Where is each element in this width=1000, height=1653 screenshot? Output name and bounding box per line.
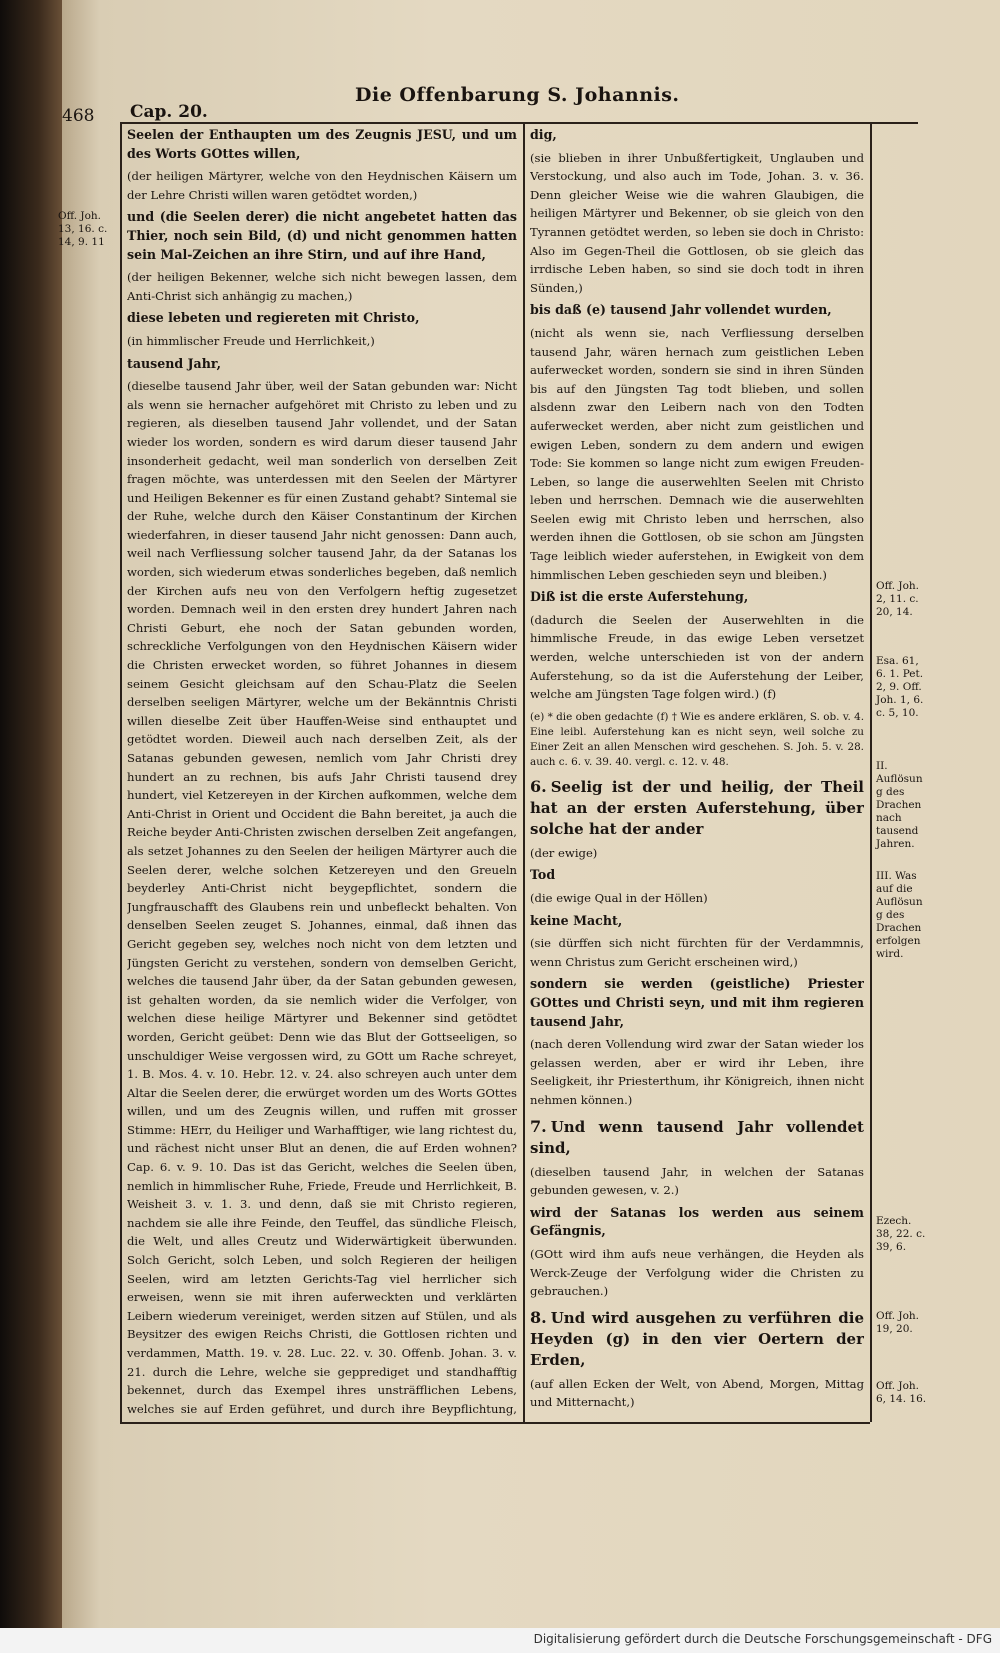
scripture-text: sondern sie werden (geistliche) Priester GOttes und Christi seyn, und mit ihm regieren tausend Jahr, bbox=[530, 976, 864, 1029]
commentary-text: (in himmlischer Freude und Herrlichkeit,) bbox=[127, 333, 375, 348]
right-margin-note: III. Was auf die Auflösung des Drachen erfolgen wird. bbox=[876, 870, 923, 960]
right-margin-note: Off. Joh. 19, 20. bbox=[876, 1310, 919, 1335]
scripture-text: und (die Seelen derer) die nicht angebetet hatten das Thier, noch sein Bild, (d) und nicht genommen hatten sein Mal-Zeichen an ihre Stirn, und auf ihre Hand, bbox=[127, 209, 517, 262]
frame-bottom-rule bbox=[120, 1422, 870, 1424]
right-text-column bbox=[530, 126, 864, 1418]
scripture-text bbox=[530, 1416, 864, 1418]
scripture-text: Tod bbox=[530, 867, 556, 883]
commentary-text: (dieselbe tausend Jahr über, weil der Satan gebunden war: Nicht als wenn sie hernacher aufgehöret mit Christo zu leben und zu regieren, als dieselben tausend Jahr vollendet, und der Satan wieder los worden, sondern es wird darum dieser tausend Jahr insonderheit gedacht, weil man sonderlich von derselben Zeit fragen möchte, was unterdessen mit den Seelen der Märtyrer und Heiligen Bekenner es für einen Zustand gehabt? Sintemal sie der Ruhe, welche durch den Käiser Constantinum der Kirchen wiederfahren, in dieser tausend Jahr nicht genossen: Dann auch, weil nach Verfliessung solcher tausend Jahr, da der Satanas los worden, sich wiederum etwas sonderliches begeben, daß nemlich der Kirchen aufs neu von den Verfolgern heftig zugesetzet worden. Demnach weil in den ersten drey hundert Jahren nach Christi Geburt, ehe noch der Satan gebunden worden, schreckliche Verfolgungen von den Heydnischen Käisern wider die Christen erwecket worden, so führet Johannes in diesem seinem Gesicht gleichsam auf den Schau-Platz die Seelen derselben seeligen Märtyrer, welche um der Bekänntnis Christi willen dieselbe Zeit über Hauffen-Weise sind enthauptet und getödtet worden. Dieweil auch nach derselben Zeit, als der Satanas gebunden gewesen, nemlich vom Jahr Christi drey hundert an zu rechnen, bis aufs Jahr Christi tausend drey hundert, viel Ketzereyen in der Kirchen aufkommen, welche dem Anti-Christ in Orient und Occident die Bahn bereitet, ja auch die Reiche beyder Anti-Christen zwischen derselben Zeit angefangen, als setzet Johannes zu den Seelen der heiligen Märtyrer auch die Seelen derer, welche solchen Ketzereyen und den Greueln beyderley Anti-Christ nicht beygepflichtet, sondern die Jungfrauschafft des Glaubens rein und unbefleckt behalten. Von denselben Seelen zeuget S. Johannes, einmal, daß ihnen das Gericht gegeben sey, welches noch nicht von dem letzten und Jüngsten Gericht zu verstehen, sondern von demselben Gericht, welches die tausend Jahr über, da der Satan gebunden gewesen, ist gehalten worden, da sie nemlich wider die Verfolger, von welchen diese heilige Märtyrer und Bekenner sind getödtet worden, Gericht geübet: Denn wie das Blut der Gottseeligen, so unschuldiger Weise vergossen wird, zu GOtt um Rache schreyet, 1. B. Mos. 4. v. 10. Hebr. 12. v. 24. also schreyen auch unter dem Altar die Seelen derer, die erwürget worden um des Worts GOttes willen, und um des Zeugnis willen, und ruffen mit grosser Stimme: HErr, du Heiliger und Warhafftiger, wie lang richtest du, und rächest nicht unser Blut an denen, die auf Erden wohnen? Cap. 6. v. 9. 10. Das ist das Gericht, welches die Seelen üben, nemlich in himmlischer Ruhe, Friede, Freude und Herrlichkeit, B. Weisheit 3. v. 1. 3. und denn, daß sie mit Christo regieren, nachdem sie alle ihre Feinde, den Teuffel, das sündliche Fleisch, die Welt, und alles Creutz und Widerwärtigkeit überwunden. Solch Gericht, solch Leben, und solch Regieren der heiligen Seelen, wird am letzten Gerichts-Tag viel herrlicher sich erweisen, wenn sie mit ihren auferweckten und verklärten Leibern wiederum vereiniget, werden sitzen auf Stülen, und als Beysitzer des ewigen Reichs Christi, die Gottlosen richten und verdammen, Matth. 19. v. 28. Luc. 22. v. 30. Offenb. Johan. 3. v. 21. durch die Lehre, welche sie gepprediget und standhafftig bekennet, durch das Exempel ihres unsträfflichen Lebens, welches sie auf Erden geführet, und durch ihre Beypflichtung, bbox=[127, 379, 517, 1416]
header-rule bbox=[120, 122, 918, 124]
right-margin-note: II. Auflösung des Drachen nach tausend Jahren. bbox=[876, 760, 923, 850]
verse-number: 7. bbox=[530, 1116, 547, 1136]
frame-right-rule bbox=[870, 122, 872, 1422]
chapter-label: Cap. 20. bbox=[130, 102, 208, 122]
commentary-text: (dieselben tausend Jahr, in welchen der Satanas gebunden gewesen, v. 2.) bbox=[530, 1164, 864, 1198]
verse-number: 8. bbox=[530, 1307, 547, 1327]
scripture-text: keine Macht, bbox=[530, 912, 623, 928]
commentary-text: (nicht als wenn sie, nach Verfliessung derselben tausend Jahr, wären hernach zum geistlichen Leben auferwecket worden, sondern sie sind in ihren Sünden bis auf den Jüngsten Tag todt blieben, und sollen alsdenn zwar den Leibern nach von den Todten auferwecket werden, aber nicht zum geistlichen und ewigen Leben, sondern zu dem andern und ewigen Tode: Sie kommen so lange nicht zum ewigen Freuden-Leben, so lange die auserwehlten Seelen mit Christo leben und herrschen. Demnach wie die auserwehlten Seelen ewig mit Christo leben und herrschen, also werden ihnen die Gottlosen, ob sie schon am Jüngsten Tage leiblich wieder auferstehen, in Ewigkeit von dem himmlischen Leben geschieden seyn und bleiben.) bbox=[530, 325, 864, 582]
left-margin-note: Off. Joh. 13, 16. c. 14, 9. 11 bbox=[58, 210, 108, 248]
verse-heading bbox=[530, 1116, 864, 1159]
verse-text: Seelig ist der und heilig, der Theil hat an der ersten Auferstehung, über solche hat der ander bbox=[530, 777, 864, 838]
scripture-text: Seelen der Enthaupten um des Zeugnis JESU, und um des Worts GOttes willen, bbox=[127, 127, 517, 161]
frame-left-rule bbox=[120, 122, 122, 1422]
scripture-text: wird der Satanas los werden aus seinem Gefängnis, bbox=[530, 1204, 864, 1239]
left-text-column bbox=[127, 126, 517, 1418]
verse-heading bbox=[530, 1307, 864, 1371]
commentary-text: (der heiligen Bekenner, welche sich nicht bewegen lassen, dem Anti-Christ sich anhängig zu machen,) bbox=[127, 270, 517, 303]
commentary-text: (GOtt wird ihm aufs neue verhängen, die Heyden als Werck-Zeuge der Verfolgung wider die Christen zu gebrauchen.) bbox=[530, 1246, 864, 1299]
verse-text: Und wenn tausend Jahr vollendet sind, bbox=[530, 1117, 864, 1157]
commentary-text: (die ewige Qual in der Höllen) bbox=[530, 891, 708, 905]
commentary-text: (der ewige) bbox=[530, 845, 598, 860]
commentary-text: (sie dürffen sich nicht fürchten für der Verdammnis, wenn Christus zum Gericht erscheinen wird,) bbox=[530, 936, 864, 969]
page-number: 468 bbox=[62, 106, 95, 126]
scripture-text: dig, bbox=[530, 127, 557, 142]
right-margin-note: Ezech. 38, 22. c. 39, 6. bbox=[876, 1215, 926, 1253]
right-margin-note: Esa. 61, 6. 1. Pet. 2, 9. Off. Joh. 1, 6. c. 5, 10. bbox=[876, 655, 924, 719]
right-margin-note: Off. Joh. 6, 14. 16. bbox=[876, 1380, 927, 1405]
footnote: (e) * die oben gedachte (f) † Wie es andere erklären, S. ob. v. 4. Eine leibl. Auferstehung kan es nicht seyn, weil solche zu Einer Zeit an allen Menschen wird geschehen. S. Joh. 5. v. 28. auch c. 6. v. 39. 40. vergl. c. 12. v. 48. bbox=[530, 710, 864, 768]
verse-text: Und wird ausgehen zu verführen die Heyden (g) in den vier Oertern der Erden, bbox=[530, 1308, 864, 1369]
commentary-text: (auf allen Ecken der Welt, von Abend, Morgen, Mittag und Mitternacht,) bbox=[530, 1376, 864, 1410]
dfg-credit: Digitalisierung gefördert durch die Deutsche Forschungsgemeinschaft - DFG bbox=[533, 1632, 992, 1646]
commentary-text: (dadurch die Seelen der Auserwehlten in die himmlische Freude, in das ewige Leben versetzet werden, welche unterschieden ist von der andern Auferstehung, so da ist die Auferstehung der Leiber, welche am Jüngsten Tage folgen wird.) (f) bbox=[530, 612, 864, 702]
scripture-text: diese lebeten und regiereten mit Christo, bbox=[127, 310, 420, 326]
running-head-title: Die Offenbarung S. Johannis. bbox=[355, 84, 680, 106]
commentary-text: (nach deren Vollendung wird zwar der Satan wieder los gelassen werden, aber er wird ihr Leben, ihre Seeligkeit, ihr Priesterthum, ihr Königreich, ihnen nicht nehmen können.) bbox=[530, 1037, 864, 1107]
scripture-text: tausend Jahr, bbox=[127, 355, 221, 371]
column-divider bbox=[523, 122, 525, 1422]
verse-number: 6. bbox=[530, 776, 547, 796]
scripture-text: bis daß (e) tausend Jahr vollendet wurden, bbox=[530, 302, 832, 318]
footer-strip bbox=[0, 1628, 1000, 1653]
verse-heading bbox=[530, 776, 864, 840]
commentary-text: (sie blieben in ihrer Unbußfertigkeit, Unglauben und Verstockung, und also auch im Tode, Johan. 3. v. 36. Denn gleicher Weise wie die wahren Glaubigen, die heiligen Märtyrer und Bekenner, ob sie gleich von den Tyrannen getödtet werden, so leben sie doch in Christo: Also im Gegen-Theil die Gottlosen, ob sie gleich das irrdische Leben haben, so sind sie doch todt in ihren Sünden,) bbox=[530, 150, 864, 295]
right-margin-note: Off. Joh. 2, 11. c. 20, 14. bbox=[876, 580, 919, 618]
commentary-text: (der heiligen Märtyrer, welche von den Heydnischen Käisern um der Lehre Christi willen waren getödtet worden,) bbox=[127, 169, 517, 202]
scripture-text: Diß ist die erste Auferstehung, bbox=[530, 589, 749, 605]
